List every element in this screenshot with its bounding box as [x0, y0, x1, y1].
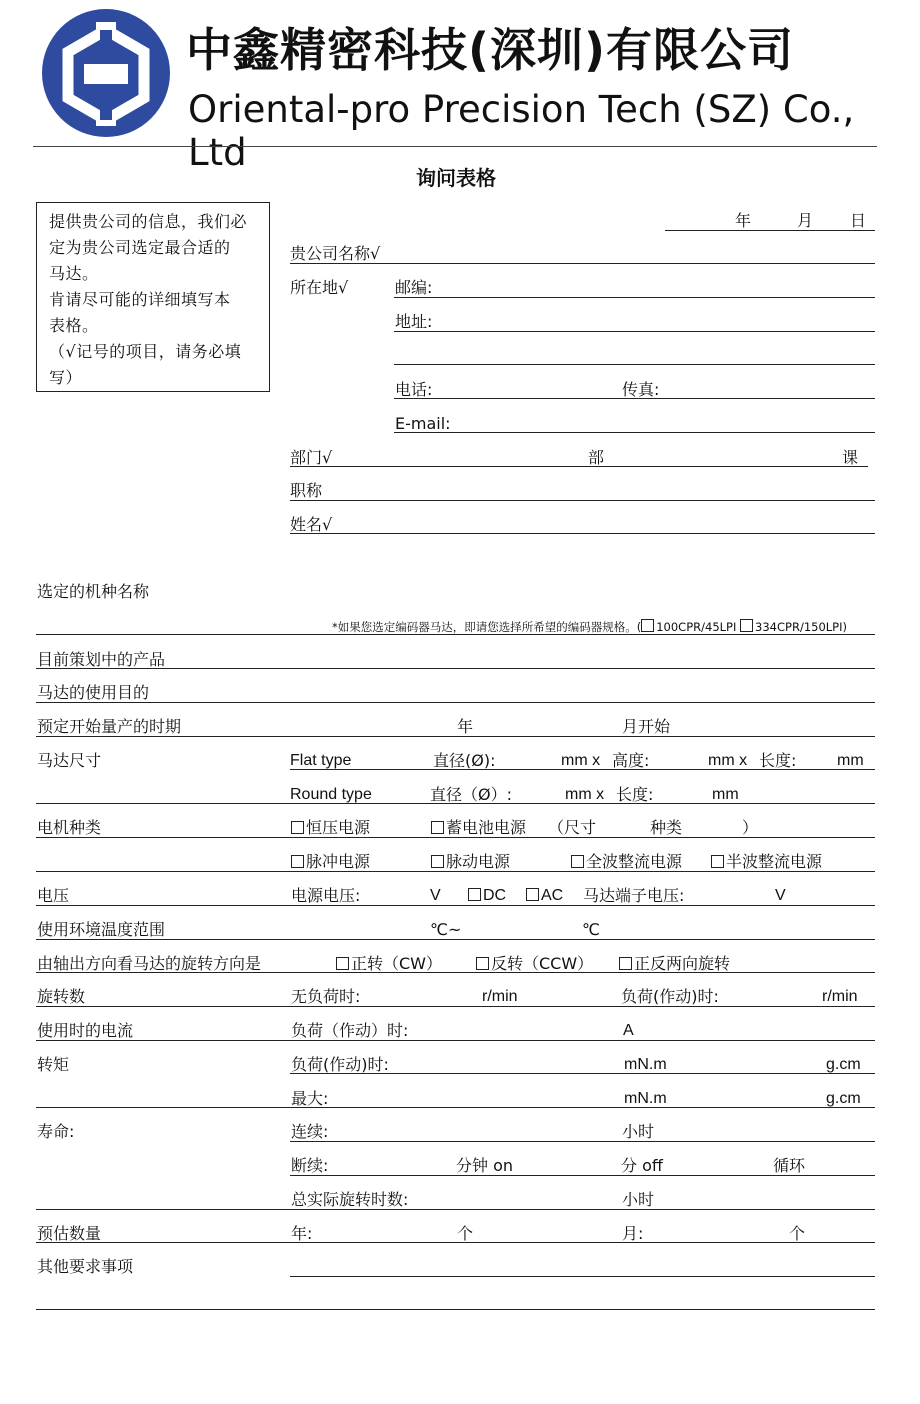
temperature-range-label: 使用环境温度范围 — [37, 920, 166, 939]
checkbox-pulsating[interactable] — [431, 855, 444, 868]
flat-unit-1: mm x — [561, 752, 601, 769]
quantity-label: 预估数量 — [37, 1224, 102, 1243]
option-pulse — [291, 853, 370, 871]
full-wave-text: 全波整流电源 — [586, 852, 683, 871]
flat-length-label: 长度: — [759, 751, 797, 770]
ccw-text: 反转（CCW） — [491, 954, 594, 973]
purpose-field[interactable] — [36, 702, 875, 703]
instruction-line: 定为贵公司选定最合适的 — [49, 238, 231, 257]
company-name-english: Oriental-pro Precision Tech (SZ) Co., Ltd — [188, 88, 855, 174]
option-battery — [431, 819, 526, 837]
voltage-field[interactable] — [36, 905, 875, 906]
total-hours-unit: 小时 — [622, 1190, 655, 1209]
date-field[interactable] — [665, 230, 875, 231]
constant-voltage-text: 恒压电源 — [306, 818, 371, 837]
temperature-from-unit: ℃~ — [430, 920, 462, 939]
checkbox-cw[interactable] — [336, 957, 349, 970]
mass-production-year: 年 — [457, 717, 474, 736]
round-type-label: Round type — [290, 786, 372, 803]
current-label: 使用时的电流 — [37, 1021, 134, 1040]
header-divider — [33, 146, 877, 147]
motor-kind-field[interactable] — [36, 837, 875, 838]
continuous-field[interactable] — [290, 1141, 875, 1142]
quantity-month-label: 月: — [622, 1224, 644, 1243]
encoder-option-334cpr: 334CPR/150LPI) — [755, 620, 847, 634]
battery-close-paren: ） — [742, 818, 759, 837]
job-title-label: 职称 — [290, 481, 323, 500]
other-requirements-field[interactable] — [290, 1276, 875, 1277]
department-label: 部门√ — [290, 448, 333, 467]
load-torque-field[interactable] — [290, 1073, 875, 1074]
date-day-label: 日 — [850, 211, 867, 230]
postcode-label: 邮编: — [395, 278, 433, 297]
model-name-label: 选定的机种名称 — [37, 582, 150, 601]
section-unit-label: 课 — [842, 448, 859, 467]
battery-type-label: 种类 — [650, 818, 683, 837]
phone-fax-field[interactable] — [394, 398, 875, 399]
product-label: 目前策划中的产品 — [37, 650, 166, 669]
checkbox-pulse[interactable] — [291, 855, 304, 868]
speed-field[interactable] — [36, 1006, 875, 1007]
intermittent-field[interactable] — [290, 1175, 875, 1176]
load-speed-label: 负荷(作动)时: — [621, 987, 719, 1006]
power-type-field[interactable] — [36, 871, 875, 872]
option-dc — [468, 887, 506, 905]
quantity-year-label: 年: — [291, 1224, 313, 1243]
continuous-hours-unit: 小时 — [622, 1122, 655, 1141]
battery-size-label: （尺寸 — [548, 818, 597, 837]
pulsating-text: 脉动电源 — [446, 852, 511, 871]
department-unit-label: 部 — [588, 448, 605, 467]
company-name-label: 贵公司名称√ — [290, 244, 381, 263]
email-label: E-mail: — [395, 414, 451, 433]
temperature-to-unit: ℃ — [582, 920, 600, 939]
company-name-chinese: 中鑫精密科技(深圳)有限公司 — [186, 23, 795, 77]
round-unit-2: mm — [712, 786, 739, 803]
checkbox-100cpr[interactable] — [641, 619, 654, 632]
person-name-field[interactable] — [290, 533, 875, 534]
company-name-field[interactable] — [290, 263, 875, 264]
other-requirements-field-line2[interactable] — [36, 1309, 875, 1310]
checkbox-ccw[interactable] — [476, 957, 489, 970]
address-field-line2[interactable] — [394, 364, 875, 365]
option-half-wave — [711, 853, 822, 871]
checkbox-full-wave[interactable] — [571, 855, 584, 868]
date-month-label: 月 — [797, 211, 814, 230]
flat-type-label: Flat type — [290, 752, 352, 769]
instruction-box — [36, 202, 270, 392]
max-torque-label: 最大: — [291, 1089, 329, 1108]
product-field[interactable] — [36, 668, 875, 669]
cw-text: 正转（CW） — [351, 954, 442, 973]
phone-label: 电话: — [395, 380, 433, 399]
person-name-label: 姓名√ — [290, 515, 333, 534]
max-torque-unit-gcm: g.cm — [826, 1090, 861, 1107]
option-both-directions — [619, 955, 730, 973]
checkbox-334cpr[interactable] — [740, 619, 753, 632]
encoder-option-100cpr: 100CPR/45LPI — [656, 620, 737, 634]
flat-height-label: 高度: — [612, 751, 650, 770]
instruction-line: 提供贵公司的信息，我们必 — [49, 212, 248, 231]
company-logo — [40, 8, 172, 138]
minutes-off-unit: 分 off — [621, 1156, 663, 1175]
total-rotation-hours-label: 总实际旋转时数: — [291, 1190, 409, 1209]
supply-voltage-unit: V — [430, 887, 441, 904]
quantity-field[interactable] — [36, 1242, 875, 1243]
minutes-on-unit: 分钟 on — [456, 1156, 514, 1175]
round-length-label: 长度: — [616, 785, 654, 804]
location-label: 所在地√ — [290, 278, 349, 297]
ac-text: AC — [541, 887, 564, 904]
motor-kind-label: 电机种类 — [37, 818, 102, 837]
encoder-note — [332, 619, 847, 635]
no-load-speed-unit: r/min — [482, 988, 518, 1005]
instruction-line: 写） — [49, 368, 83, 387]
quantity-month-unit: 个 — [789, 1224, 806, 1243]
battery-text: 蓄电池电源 — [446, 818, 527, 837]
load-current-label: 负荷（作动）时: — [291, 1021, 409, 1040]
email-field[interactable] — [394, 432, 875, 433]
round-unit-1: mm x — [565, 786, 605, 803]
address-label: 地址: — [395, 312, 433, 331]
postcode-field[interactable] — [394, 297, 875, 298]
mass-production-month: 月开始 — [622, 717, 671, 736]
half-wave-text: 半波整流电源 — [726, 852, 823, 871]
load-speed-unit: r/min — [822, 988, 858, 1005]
flat-size-field[interactable] — [290, 769, 875, 770]
department-field[interactable] — [290, 466, 868, 467]
direction-field[interactable] — [36, 972, 875, 973]
option-cw — [336, 955, 442, 973]
total-rotation-field[interactable] — [36, 1209, 875, 1210]
life-label: 寿命: — [37, 1122, 75, 1141]
continuous-label: 连续: — [291, 1122, 329, 1141]
job-title-field[interactable] — [290, 500, 875, 501]
load-torque-unit-gcm: g.cm — [826, 1056, 861, 1073]
current-field[interactable] — [36, 1040, 875, 1041]
terminal-voltage-label: 马达端子电压: — [583, 886, 685, 905]
option-constant-voltage — [291, 819, 370, 837]
pulse-text: 脉冲电源 — [306, 852, 371, 871]
mass-production-field[interactable] — [36, 736, 875, 737]
checkbox-battery[interactable] — [431, 821, 444, 834]
quantity-year-unit: 个 — [457, 1224, 474, 1243]
option-pulsating — [431, 853, 510, 871]
round-diameter-label: 直径（Ø）: — [430, 785, 512, 804]
no-load-speed-label: 无负荷时: — [291, 987, 361, 1006]
flat-unit-3: mm — [837, 752, 864, 769]
checkbox-constant-voltage[interactable] — [291, 821, 304, 834]
supply-voltage-label: 电源电压: — [291, 886, 361, 905]
max-torque-unit-mnm: mN.m — [624, 1090, 667, 1107]
terminal-voltage-unit: V — [775, 887, 786, 904]
option-ac — [526, 887, 563, 905]
model-name-field[interactable] — [36, 634, 875, 635]
fax-label: 传真: — [622, 380, 660, 399]
motor-size-label: 马达尺寸 — [37, 751, 102, 770]
current-unit: A — [623, 1022, 634, 1039]
address-field[interactable] — [394, 331, 875, 332]
dc-text: DC — [483, 887, 507, 904]
cycles-unit: 循环 — [773, 1156, 806, 1175]
checkbox-half-wave[interactable] — [711, 855, 724, 868]
speed-label: 旋转数 — [37, 987, 86, 1006]
other-requirements-label: 其他要求事项 — [37, 1257, 134, 1276]
purpose-label: 马达的使用目的 — [37, 683, 150, 702]
round-size-field[interactable] — [36, 803, 875, 804]
checkbox-ac[interactable] — [526, 888, 539, 901]
instruction-line: （√记号的项目，请务必填 — [49, 342, 242, 361]
encoder-note-text: *如果您选定编码器马达，即请您选择所希望的编码器规格。( — [332, 620, 642, 634]
instruction-line: 马达。 — [49, 264, 99, 283]
max-torque-field[interactable] — [36, 1107, 875, 1108]
flat-diameter-label: 直径(Ø): — [433, 751, 496, 770]
mass-production-label: 预定开始量产的时期 — [37, 717, 182, 736]
intermittent-label: 断续: — [291, 1156, 329, 1175]
load-torque-unit-mnm: mN.m — [624, 1056, 667, 1073]
form-title: 询问表格 — [416, 166, 496, 190]
checkbox-both-directions[interactable] — [619, 957, 632, 970]
date-year-label: 年 — [735, 211, 752, 230]
option-ccw — [476, 955, 593, 973]
option-full-wave — [571, 853, 682, 871]
torque-label: 转矩 — [37, 1055, 70, 1074]
flat-unit-2: mm x — [708, 752, 748, 769]
checkbox-dc[interactable] — [468, 888, 481, 901]
load-torque-label: 负荷(作动)时: — [291, 1055, 389, 1074]
rotation-direction-label: 由轴出方向看马达的旋转方向是 — [37, 954, 262, 973]
instruction-line: 肯请尽可能的详细填写本 — [49, 290, 231, 309]
voltage-label: 电压 — [37, 886, 70, 905]
both-directions-text: 正反两向旋转 — [634, 954, 731, 973]
instruction-line: 表格。 — [49, 316, 99, 335]
temperature-field[interactable] — [36, 939, 875, 940]
